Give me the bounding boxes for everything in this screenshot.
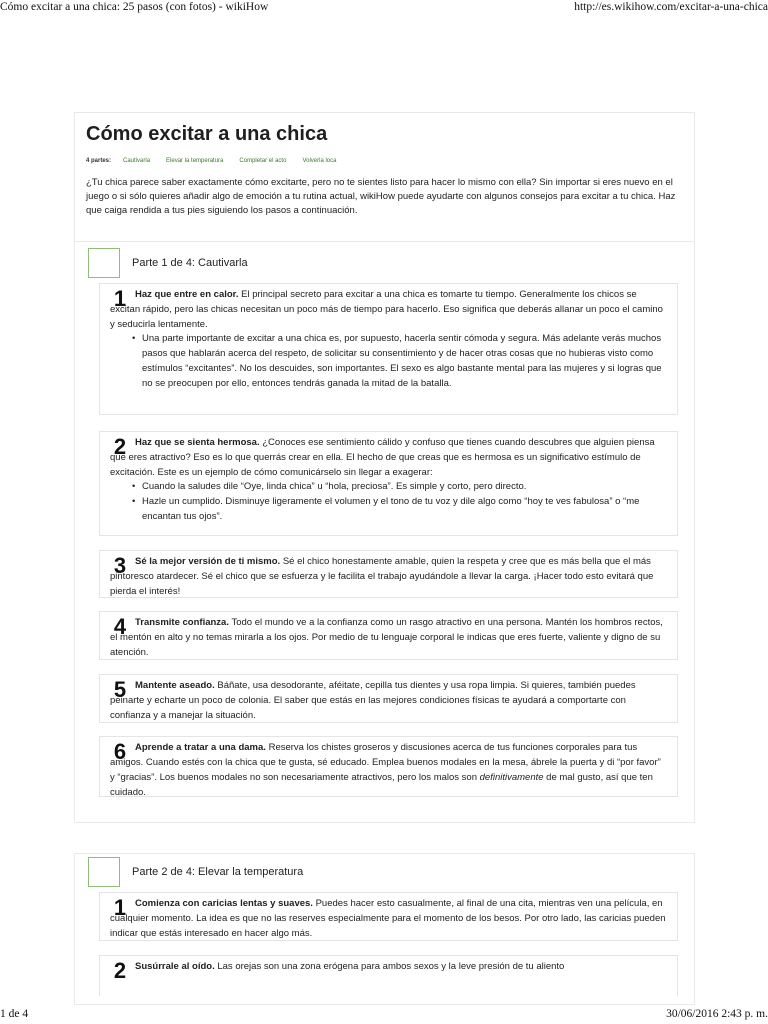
section-1-checkbox-icon [88, 248, 120, 278]
step-text [110, 554, 666, 599]
step-text [110, 615, 666, 660]
step-body: El principal secreto para excitar a una chica es tomarte tu tiempo. Generalmente los chicos se excitan rápido, pero las chicas necesitan un poco más de tiempo para hacerlo. Eso significa que deberás allanar un poco el camino y seducirla lentamente. [110, 289, 663, 330]
bullet-item: • Cuando la saludes dile “Oye, linda chica” u “hola, preciosa”. Es simple y corto, pero directo. [132, 479, 666, 494]
section-2-header [88, 856, 303, 888]
step-body: Todo el mundo ve a la confianza como un rasgo atractivo en una persona. Mantén los hombros rectos, el mentón en alto y no temas mirarla a los ojos. Por medio de tu lenguaje corporal le indicas que eres fuerte, valiente y digno de su atención. [110, 617, 663, 658]
section-2-title: Parte 2 de 4: Elevar la temperatura [132, 866, 304, 878]
bullet-item: • Hazle un cumplido. Disminuye ligeramente el volumen y el tono de tu voz y dile algo como “hoy te ves fabulosa” o “me encantan tus ojos”. [132, 494, 666, 524]
bullet-item: • Una parte importante de excitar a una chica es, por supuesto, hacerla sentir cómoda y segura. Más adelante verás muchos pasos que hablarán acerca del respeto, de solicitar su consentimiento y de hacer otras cosas que no hubieras visto como estímulos “excitantes”. No los descuides, son importantes. El sexo es algo bastante mental para las mujeres y si logras que no se preocupen por ello, entonces tendrás ganada la mitad de la batalla. [132, 331, 666, 391]
step-headline: Susúrrale al oído. [135, 961, 215, 972]
parts-label: 4 partes: [86, 158, 112, 164]
step-headline: Haz que se sienta hermosa. [135, 437, 260, 448]
step-text [110, 740, 666, 800]
step-body: Báñate, usa desodorante, aféitate, cepilla tus dientes y usa ropa limpia. Si quieres, también puedes peinarte y echarte un poco de colonia. El saber que estás en las mejores condiciones físicas te ayudará a comportarte con confianza y a manejar la situación. [110, 680, 636, 721]
step-1-6 [99, 736, 678, 797]
print-url: http://es.wikihow.com/excitar-a-una-chica [574, 1, 768, 13]
print-datetime: 30/06/2016 2:43 p. m. [666, 1008, 768, 1020]
step-number: 3 [113, 553, 127, 578]
step-number: 6 [113, 739, 127, 764]
step-headline: Transmite confianza. [135, 617, 229, 628]
step-number: 4 [113, 614, 127, 639]
article-header-card [74, 112, 695, 244]
step-headline: Sé la mejor versión de ti mismo. [135, 556, 281, 567]
print-footer [0, 1006, 768, 1024]
step-headline: Comienza con caricias lentas y suaves. [135, 898, 313, 909]
step-body: ¿Conoces ese sentimiento cálido y confuso que tienes cuando descubres que alguien piensa que eres atractivo? Eso es lo que querrás crear en ella. El hecho de que creas que es hermosa es un significativo estímulo de excitación. Este es un ejemplo de cómo comunicárselo sin llegar a exagerar: [110, 437, 655, 478]
article-intro: ¿Tu chica parece saber exactamente cómo excitarte, pero no te sientes listo para hacer lo mismo con ella? Sin importar si eres nuevo en el juego o si sólo quieres añadir algo de emoción a tu rutina actual, wikiHow puede ayudarte con algunos consejos para excitar a tu chica. Haz que caiga rendida a tus pies siguiendo los pasos a continuación. [86, 177, 676, 216]
step-bullets [132, 331, 666, 391]
step-body: Las orejas son una zona erógena para ambos sexos y la leve presión de tu aliento [214, 961, 565, 972]
step-body-end: de mal gusto, así que ten cuidado. [110, 772, 653, 798]
step-text [110, 287, 666, 332]
article-title: Cómo excitar a una chica [86, 123, 328, 145]
section-2-checkbox-icon [88, 857, 120, 887]
step-headline: Aprende a tratar a una dama. [135, 742, 266, 753]
print-page-title: Cómo excitar a una chica: 25 pasos (con fotos) - wikiHow [0, 1, 269, 13]
step-body: Puedes hacer esto casualmente, al final de una cita, mientras ven una película, en cualquier momento. La idea es que no las reserves especialmente para el momento de los besos. Por otro lado, las caricias pueden indicar que estás interesado en hacer algo más. [110, 898, 666, 939]
parts-link-2[interactable]: Elevar la temperatura [166, 158, 224, 164]
parts-link-1[interactable]: Cautivarla [123, 158, 151, 164]
section-1-title: Parte 1 de 4: Cautivarla [132, 257, 248, 269]
print-page-number: 1 de 4 [0, 1008, 29, 1020]
step-1-5 [99, 674, 678, 723]
step-number: 2 [113, 958, 127, 983]
step-headline: Haz que entre en calor. [135, 289, 239, 300]
step-text [110, 678, 666, 723]
step-text [110, 959, 666, 974]
step-text [110, 435, 666, 480]
step-body: Sé el chico honestamente amable, quien la respeta y cree que es más bella que el más pintoresco atardecer. Sé el chico que se esfuerza y le facilita el trabajo ayudándole a llevar la carga. ¡Hacer todo esto evitará que pierda el interés! [110, 556, 654, 597]
step-1-1 [99, 283, 678, 415]
step-2-1 [99, 892, 678, 941]
step-number: 1 [113, 895, 127, 920]
print-header [0, 0, 768, 16]
step-headline: Mantente aseado. [135, 680, 215, 691]
step-emphasis: definitivamente [479, 772, 544, 783]
parts-link-3[interactable]: Completar el acto [239, 158, 287, 164]
step-1-2 [99, 431, 678, 536]
step-2-2 [99, 955, 678, 996]
step-number: 1 [113, 286, 127, 311]
step-number: 5 [113, 677, 127, 702]
step-1-4 [99, 611, 678, 660]
parts-nav [86, 158, 352, 164]
step-bullets [132, 479, 666, 524]
step-number: 2 [113, 434, 127, 459]
section-1-header [88, 247, 248, 279]
step-text [110, 896, 666, 941]
parts-link-4[interactable]: Volverla loca [302, 158, 337, 164]
step-body: Reserva los chistes groseros y discusiones acerca de tus funciones corporales para tus amigos. Cuando estés con la chica que te gusta, sé educado. Emplea buenos modales en la mesa, ábrele la puerta y di “por favor” y “gracias”. Los buenos modales no son necesariamente atractivos, pero los malos son [110, 742, 661, 783]
step-1-3 [99, 550, 678, 598]
